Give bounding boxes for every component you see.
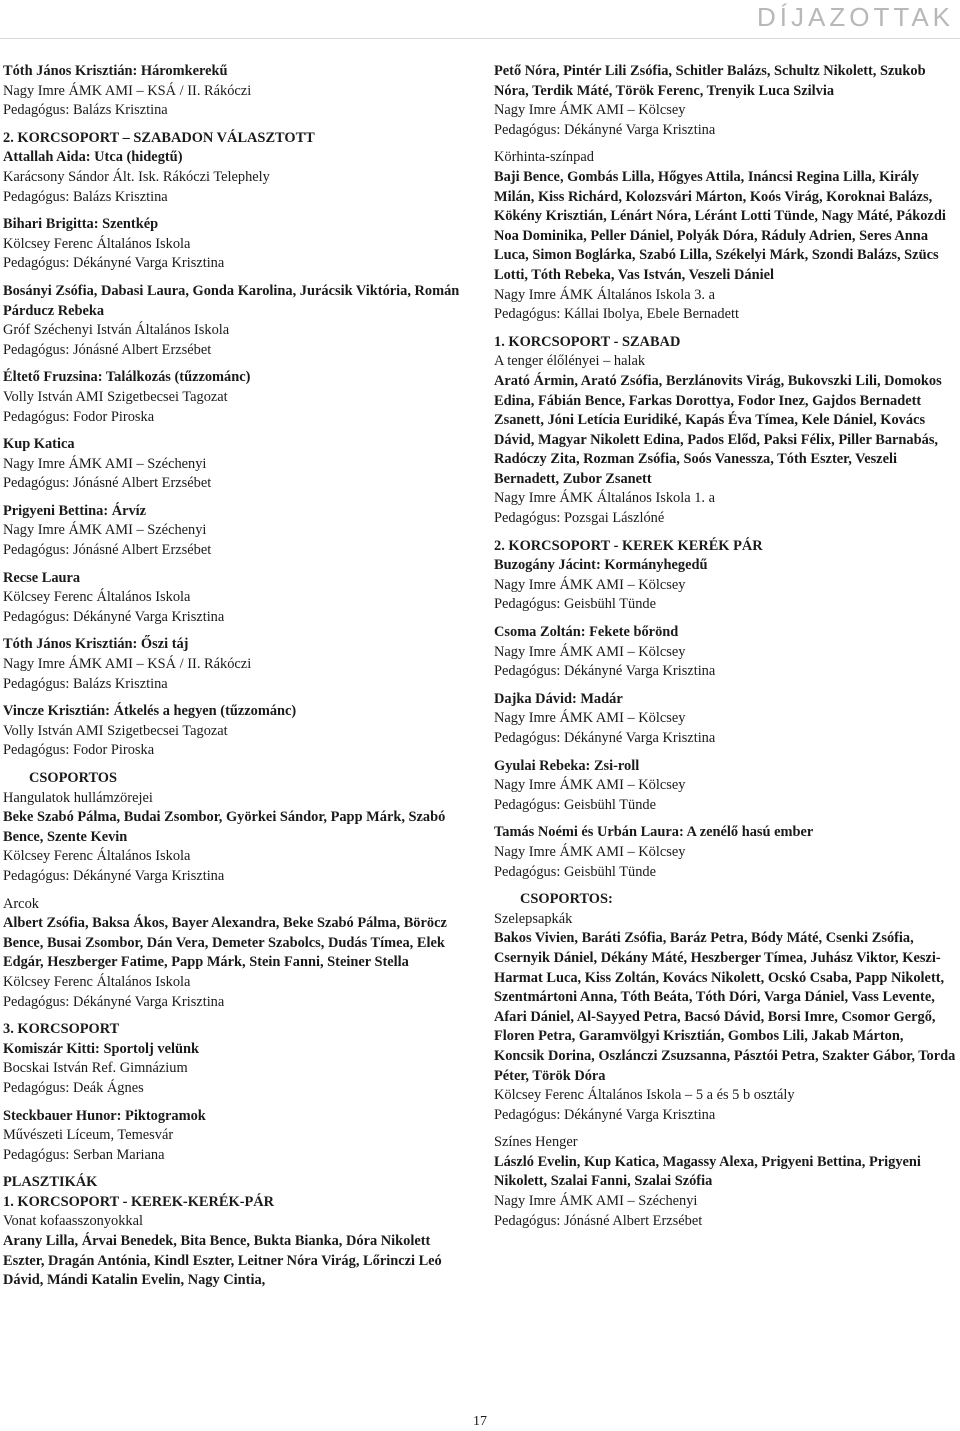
entry-detail: Nagy Imre ÁMK AMI – Kölcsey xyxy=(494,576,686,593)
entry-detail: Bocskai István Ref. Gimnázium xyxy=(3,1060,188,1077)
entry-detail: Pedagógus: Geisbühl Tünde xyxy=(494,796,657,813)
entry-names: László Evelin, Kup Katica, Magassy Alexa, Prigyeni Bettina, Prigyeni Nikolett, Szalai Fanni, Szalai Szófia xyxy=(494,1153,921,1190)
entry-names: Attallah Aida: Utca (hidegtű) xyxy=(3,149,183,166)
award-entry xyxy=(494,910,956,1126)
entry-detail: Pedagógus: Balázs Krisztina xyxy=(3,188,168,205)
entry-detail: Nagy Imre ÁMK AMI – Széchenyi xyxy=(3,455,207,472)
entry-names: Bihari Brigitta: Szentkép xyxy=(3,216,159,233)
group-heading: CSOPORTOS xyxy=(29,770,117,786)
award-entry xyxy=(3,215,465,274)
entry-names: Pető Nóra, Pintér Lili Zsófia, Schitler Balázs, Schultz Nikolett, Szukob Nóra, Terdik Máté, Török Ferenc, Trenyik Luca Szilvia xyxy=(494,63,926,99)
entry-detail: Pedagógus: Jónásné Albert Erzsébet xyxy=(3,542,212,559)
entry-detail: Kölcsey Ferenc Általános Iskola – 5 a és 5 b osztály xyxy=(494,1087,795,1104)
award-entry xyxy=(3,569,465,628)
entry-detail: Nagy Imre ÁMK AMI – Széchenyi xyxy=(494,1193,698,1210)
entry-detail: Nagy Imre ÁMK AMI – Kölcsey xyxy=(494,102,686,119)
left-column xyxy=(3,62,465,1299)
entry-detail: Pedagógus: Serban Mariana xyxy=(3,1146,165,1163)
entry-detail: Művészeti Líceum, Temesvár xyxy=(3,1127,174,1144)
entry-names: Tamás Noémi és Urbán Laura: A zenélő hasú ember xyxy=(494,824,814,841)
entry-detail: Nagy Imre ÁMK AMI – Kölcsey xyxy=(494,643,686,660)
entry-names: Steckbauer Hunor: Piktogramok xyxy=(3,1107,206,1124)
entry-names: Beke Szabó Pálma, Budai Zsombor, Györkei Sándor, Papp Márk, Szabó Bence, Szente Kevin xyxy=(3,809,446,845)
entry-detail: Pedagógus: Fodor Piroska xyxy=(3,408,155,425)
entry-detail: Pedagógus: Balázs Krisztina xyxy=(3,102,168,119)
award-entry xyxy=(3,368,465,427)
entry-names: Éltető Fruzsina: Találkozás (tűzzománc) xyxy=(3,369,251,386)
entry-detail: Pedagógus: Deák Ágnes xyxy=(3,1079,144,1096)
award-entry xyxy=(3,1040,465,1099)
entry-detail: Nagy Imre ÁMK AMI – KSÁ / II. Rákóczi xyxy=(3,82,252,99)
section-heading: 3. KORCSOPORT xyxy=(3,1021,120,1038)
header-title: DÍJAZOTTAK xyxy=(757,2,954,32)
award-entry xyxy=(494,62,956,140)
right-column xyxy=(494,62,956,1239)
entry-names: Recse Laura xyxy=(3,569,81,586)
entry-detail: Gróf Széchenyi István Általános Iskola xyxy=(3,322,230,339)
section-heading: 1. KORCSOPORT - KEREK-KERÉK-PÁR xyxy=(3,1193,275,1210)
entry-detail: Nagy Imre ÁMK Általános Iskola 3. a xyxy=(494,286,716,303)
entry-names: Komiszár Kitti: Sportolj velünk xyxy=(3,1040,200,1057)
entry-detail: Arcok xyxy=(3,895,39,912)
entry-detail: Kölcsey Ferenc Általános Iskola xyxy=(3,235,191,252)
entry-detail: Nagy Imre ÁMK AMI – Széchenyi xyxy=(3,522,207,539)
entry-names: Buzogány Jácint: Kormányhegedű xyxy=(494,557,708,574)
entry-detail: Kölcsey Ferenc Általános Iskola xyxy=(3,589,191,606)
entry-detail: Pedagógus: Dékányné Varga Krisztina xyxy=(3,867,225,884)
entry-detail: Pedagógus: Kállai Ibolya, Ebele Bernadett xyxy=(494,306,739,323)
entry-detail: Pedagógus: Dékányné Varga Krisztina xyxy=(494,663,716,680)
entry-names: Kup Katica xyxy=(3,436,75,453)
entry-detail: Pedagógus: Dékányné Varga Krisztina xyxy=(494,121,716,138)
entry-detail: A tenger élőlényei – halak xyxy=(494,353,646,370)
entry-detail: Volly István AMI Szigetbecsei Tagozat xyxy=(3,388,228,405)
award-entry xyxy=(3,1212,465,1290)
entry-names: Bosányi Zsófia, Dabasi Laura, Gonda Karolina, Jurácsik Viktória, Román Párducz Rebeka xyxy=(3,282,460,319)
award-entry xyxy=(494,1133,956,1231)
award-entry xyxy=(3,435,465,494)
award-entry xyxy=(494,148,956,324)
entry-detail: Körhinta-színpad xyxy=(494,149,594,166)
award-entry xyxy=(494,690,956,749)
entry-detail: Pedagógus: Jónásné Albert Erzsébet xyxy=(3,341,212,358)
entry-detail: Színes Henger xyxy=(494,1134,578,1151)
award-entry xyxy=(494,556,956,615)
award-entry xyxy=(3,789,465,887)
entry-detail: Pedagógus: Dékányné Varga Krisztina xyxy=(3,608,225,625)
entry-detail: Pedagógus: Jónásné Albert Erzsébet xyxy=(494,1212,703,1229)
entry-detail: Nagy Imre ÁMK AMI – Kölcsey xyxy=(494,843,686,860)
entry-detail: Karácsony Sándor Ált. Isk. Rákóczi Telephely xyxy=(3,168,270,185)
entry-names: Albert Zsófia, Baksa Ákos, Bayer Alexandra, Beke Szabó Pálma, Böröcz Bence, Busai Zsombor, Dán Vera, Demeter Szabolcs, Dudás Tímea, Elek Edgár, Heszberger Fatime, Papp Márk, Stein Fanni, Steiner Stella xyxy=(3,915,447,971)
award-entry xyxy=(3,148,465,207)
award-entry xyxy=(494,823,956,882)
entry-detail: Pedagógus: Pozsgai Lászlóné xyxy=(494,510,665,527)
entry-detail: Kölcsey Ferenc Általános Iskola xyxy=(3,973,191,990)
entry-detail: Hangulatok hullámzörejei xyxy=(3,789,153,806)
award-entry xyxy=(3,62,465,121)
entry-detail: Kölcsey Ferenc Általános Iskola xyxy=(3,848,191,865)
entry-detail: Volly István AMI Szigetbecsei Tagozat xyxy=(3,722,228,739)
entry-names: Csoma Zoltán: Fekete bőrönd xyxy=(494,624,679,641)
award-entry xyxy=(3,702,465,761)
entry-names: Dajka Dávid: Madár xyxy=(494,690,623,707)
entry-names: Bakos Vivien, Baráti Zsófia, Baráz Petra, Bódy Máté, Csenki Zsófia, Csernyik Dániel, Dékány Máté, Heszberger Tímea, Juhász Viktor, Keszi-Harmat Luca, Kiss Zoltán, Kovács Nikolett, Ocskó Csaba, Papp Nikolett, Szentmártoni Anna, Tóth Beáta, Tóth Dóri, Varga Dániel, Vass Levente, Afari Dániel, Al-Sayyed Petra, Bacsó Dávid, Borsi Imre, Csomor Gergő, Floren Petra, Garamvölgyi Krisztián, Gombos Lili, Jakab Márton, Koncsik Dorina, Oszlánczi Zsuzsanna, Pásztói Petra, Szakter Gábor, Torda Péter, Török Dóra xyxy=(494,930,956,1084)
section-heading: PLASZTIKÁK xyxy=(3,1174,98,1191)
entry-detail: Pedagógus: Jónásné Albert Erzsébet xyxy=(3,475,212,492)
award-entry xyxy=(494,623,956,682)
page-number: 17 xyxy=(473,1414,487,1429)
award-entry xyxy=(3,895,465,1013)
award-entry xyxy=(494,757,956,816)
entry-names: Baji Bence, Gombás Lilla, Hőgyes Attila, Ináncsi Regina Lilla, Király Milán, Kiss Richárd, Kolozsvári Márton, Koós Virág, Koroknai Balázs, Kökény Krisztián, Lénárt Nóra, Léránt Lotti Tünde, Nagy Máté, Pákozdi Noa Dominika, Peller Dániel, Polyák Dóra, Ráduly Adrien, Seres Anna Luca, Simon Boglárka, Szabó Lilla, Székelyi Márk, Szondi Balázs, Szücs Lotti, Tóth Rebeka, Vas István, Veszeli Dániel xyxy=(494,168,946,283)
award-entry xyxy=(3,282,465,360)
entry-detail: Nagy Imre ÁMK AMI – Kölcsey xyxy=(494,710,686,727)
entry-detail: Pedagógus: Geisbühl Tünde xyxy=(494,863,657,880)
entry-detail: Pedagógus: Geisbühl Tünde xyxy=(494,596,657,613)
entry-detail: Pedagógus: Dékányné Varga Krisztina xyxy=(3,993,225,1010)
entry-detail: Pedagógus: Balázs Krisztina xyxy=(3,675,168,692)
entry-names: Tóth János Krisztián: Háromkerekű xyxy=(3,63,228,79)
entry-detail: Pedagógus: Dékányné Varga Krisztina xyxy=(494,1106,716,1123)
entry-detail: Szelepsapkák xyxy=(494,910,573,927)
entry-names: Tóth János Krisztián: Őszi táj xyxy=(3,636,189,653)
entry-detail: Vonat kofaasszonyokkal xyxy=(3,1213,144,1230)
award-entry xyxy=(3,502,465,561)
entry-names: Gyulai Rebeka: Zsi-roll xyxy=(494,757,640,774)
award-entry xyxy=(3,635,465,694)
entry-names: Prigyeni Bettina: Árvíz xyxy=(3,502,147,519)
section-heading: 2. KORCSOPORT - KEREK KERÉK PÁR xyxy=(494,537,763,554)
award-entry xyxy=(3,1107,465,1166)
section-heading: 1. KORCSOPORT - SZABAD xyxy=(494,333,681,350)
group-heading: CSOPORTOS: xyxy=(520,891,613,908)
header-rule xyxy=(0,38,960,39)
entry-detail: Pedagógus: Fodor Piroska xyxy=(3,742,155,759)
entry-detail: Pedagógus: Dékányné Varga Krisztina xyxy=(494,730,716,746)
entry-detail: Nagy Imre ÁMK Általános Iskola 1. a xyxy=(494,490,716,507)
entry-detail: Pedagógus: Dékányné Varga Krisztina xyxy=(3,255,225,272)
entry-detail: Nagy Imre ÁMK AMI – Kölcsey xyxy=(494,777,686,794)
entry-names: Vincze Krisztián: Átkelés a hegyen (tűzzománc) xyxy=(3,703,297,720)
entry-names: Arató Ármin, Arató Zsófia, Berzlánovits Virág, Bukovszki Lili, Domokos Edina, Fábián Bence, Farkas Dorottya, Fodor Inez, Gajdos Bernadett Zsanett, Jóni Letícia Euridiké, Kapás Éva Tímea, Kele Dániel, Kovács Dávid, Magyar Nikolett Edina, Pados Előd, Paksi Félix, Piller Barnabás, Radóczy Zita, Rozman Zsófia, Soós Vanessza, Tóth Eszter, Veszeli Bernadett, Zubor Zsanett xyxy=(494,372,942,487)
entry-detail: Nagy Imre ÁMK AMI – KSÁ / II. Rákóczi xyxy=(3,656,252,673)
entry-names: Arany Lilla, Árvai Benedek, Bita Bence, Bukta Bianka, Dóra Nikolett Eszter, Dragán Antónia, Kindl Eszter, Leitner Nóra Virág, Lőrinczi Leó Dávid, Mándi Katalin Evelin, Nagy Cintia, xyxy=(3,1233,442,1289)
award-entry xyxy=(494,352,956,528)
section-heading: 2. KORCSOPORT – SZABADON VÁLASZTOTT xyxy=(3,129,315,146)
